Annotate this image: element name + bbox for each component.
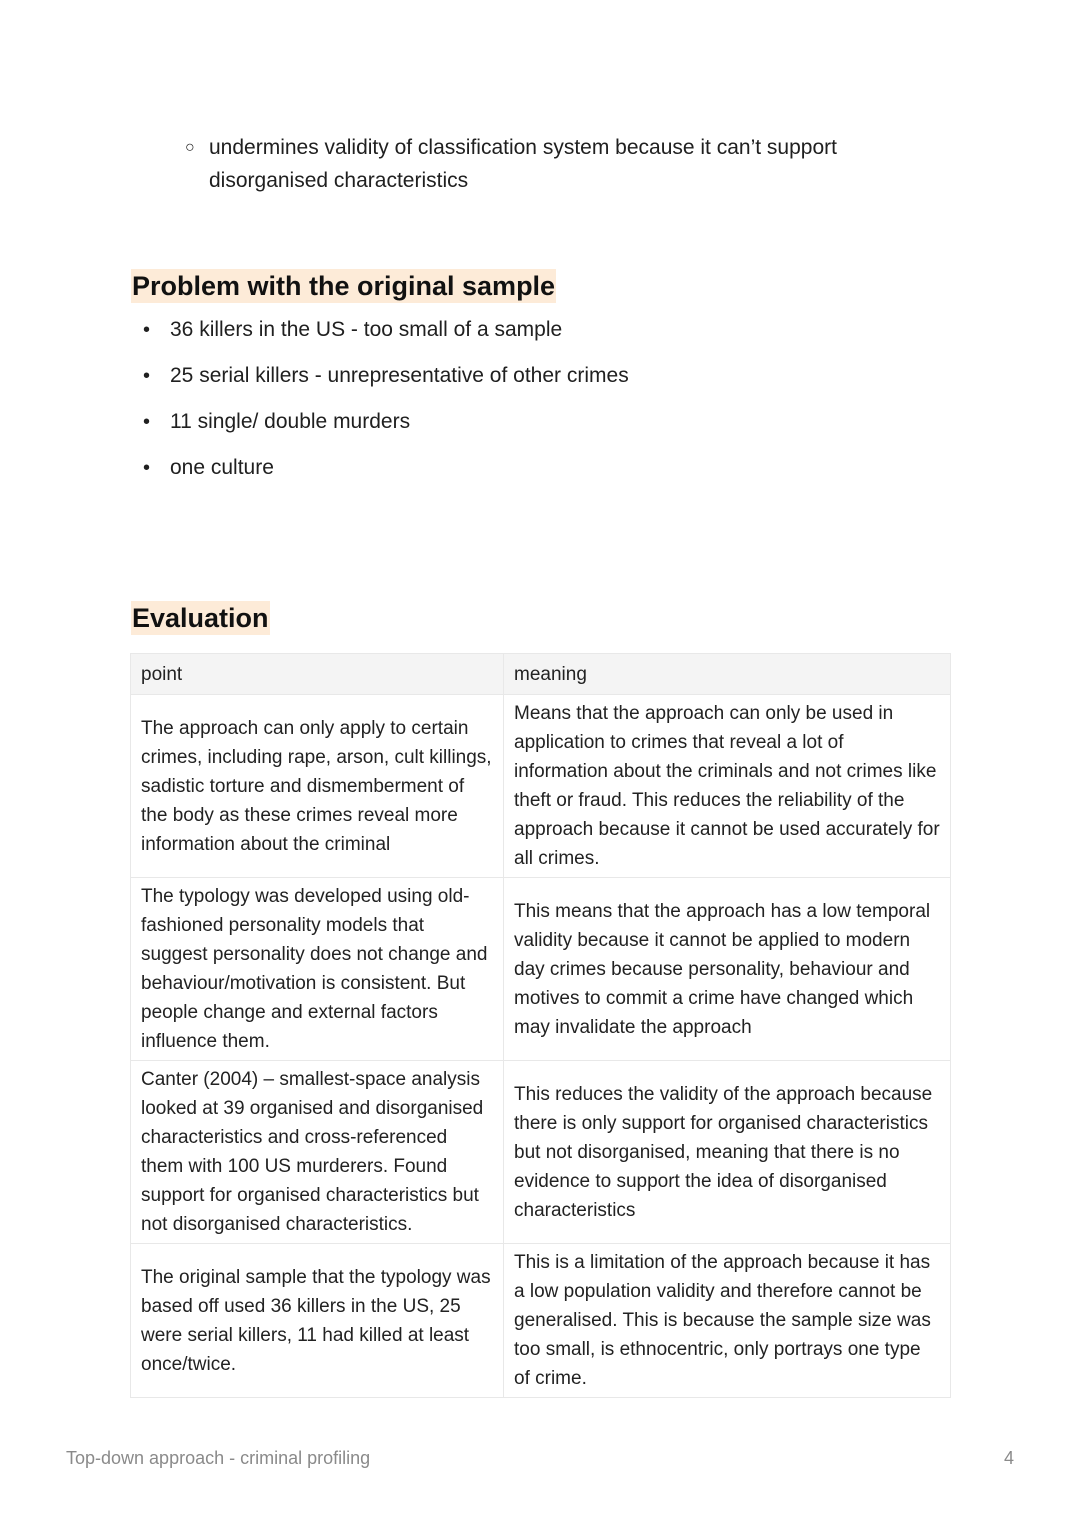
bullet-dot-icon: • <box>143 319 151 341</box>
list-item-text: 36 killers in the US - too small of a sample <box>170 318 563 341</box>
meaning-cell: This reduces the validity of the approach because there is only support for organised characteristics but not disorganised, meaning that there is no evidence to support the idea of disorganised characteristics <box>504 1061 951 1244</box>
column-header-meaning: meaning <box>504 654 951 695</box>
point-cell: The approach can only apply to certain crimes, including rape, arson, cult killings, sadistic torture and dismemberment of the body as these crimes reveal more information about the criminal <box>131 695 504 878</box>
meaning-cell: Means that the approach can only be used in application to crimes that reveal a lot of information about the criminals and not crimes like theft or fraud. This reduces the reliability of the approach because it cannot be used accurately for all crimes. <box>504 695 951 878</box>
table-row <box>131 695 951 878</box>
point-cell: Canter (2004) – smallest-space analysis looked at 39 organised and disorganised characteristics and cross-referenced them with 100 US murderers. Found support for organised characteristics but not disorganised characteristics. <box>131 1061 504 1244</box>
sub-bullet-text: undermines validity of classification system because it can’t support disorganised characteristics <box>209 136 837 192</box>
table-row <box>131 878 951 1061</box>
bullet-dot-icon: • <box>143 411 151 433</box>
column-header-point: point <box>131 654 504 695</box>
point-cell: The typology was developed using old-fashioned personality models that suggest personality does not change and behaviour/motivation is consistent. But people change and external factors influence them. <box>131 878 504 1061</box>
point-cell: The original sample that the typology was based off used 36 killers in the US, 25 were serial killers, 11 had killed at least once/twice. <box>131 1244 504 1398</box>
list-item-text: one culture <box>170 456 274 479</box>
bullet-dot-icon: • <box>143 365 151 387</box>
footer-page-number: 4 <box>1003 1448 1014 1468</box>
table-row <box>131 1244 951 1398</box>
bullet-dot-icon: • <box>143 457 151 479</box>
hollow-circle-bullet-icon: ○ <box>185 139 195 156</box>
sample-section-heading: Problem with the original sample <box>132 271 556 301</box>
evaluation-table <box>130 653 951 1398</box>
list-item-text: 25 serial killers - unrepresentative of other crimes <box>170 364 629 387</box>
sub-bullet-item <box>185 131 905 197</box>
evaluation-heading: Evaluation <box>132 603 269 633</box>
footer-document-title: Top-down approach - criminal profiling <box>66 1448 371 1468</box>
meaning-cell: This means that the approach has a low temporal validity because it cannot be applied to modern day crimes because personality, behaviour and motives to commit a crime have changed which may invalidate the approach <box>504 878 951 1061</box>
table-header-row <box>131 654 951 695</box>
list-item-text: 11 single/ double murders <box>170 410 411 433</box>
meaning-cell: This is a limitation of the approach because it has a low population validity and therefore cannot be generalised. This is because the sample size was too small, is ethnocentric, only portrays one type of crime. <box>504 1244 951 1398</box>
table-row <box>131 1061 951 1244</box>
